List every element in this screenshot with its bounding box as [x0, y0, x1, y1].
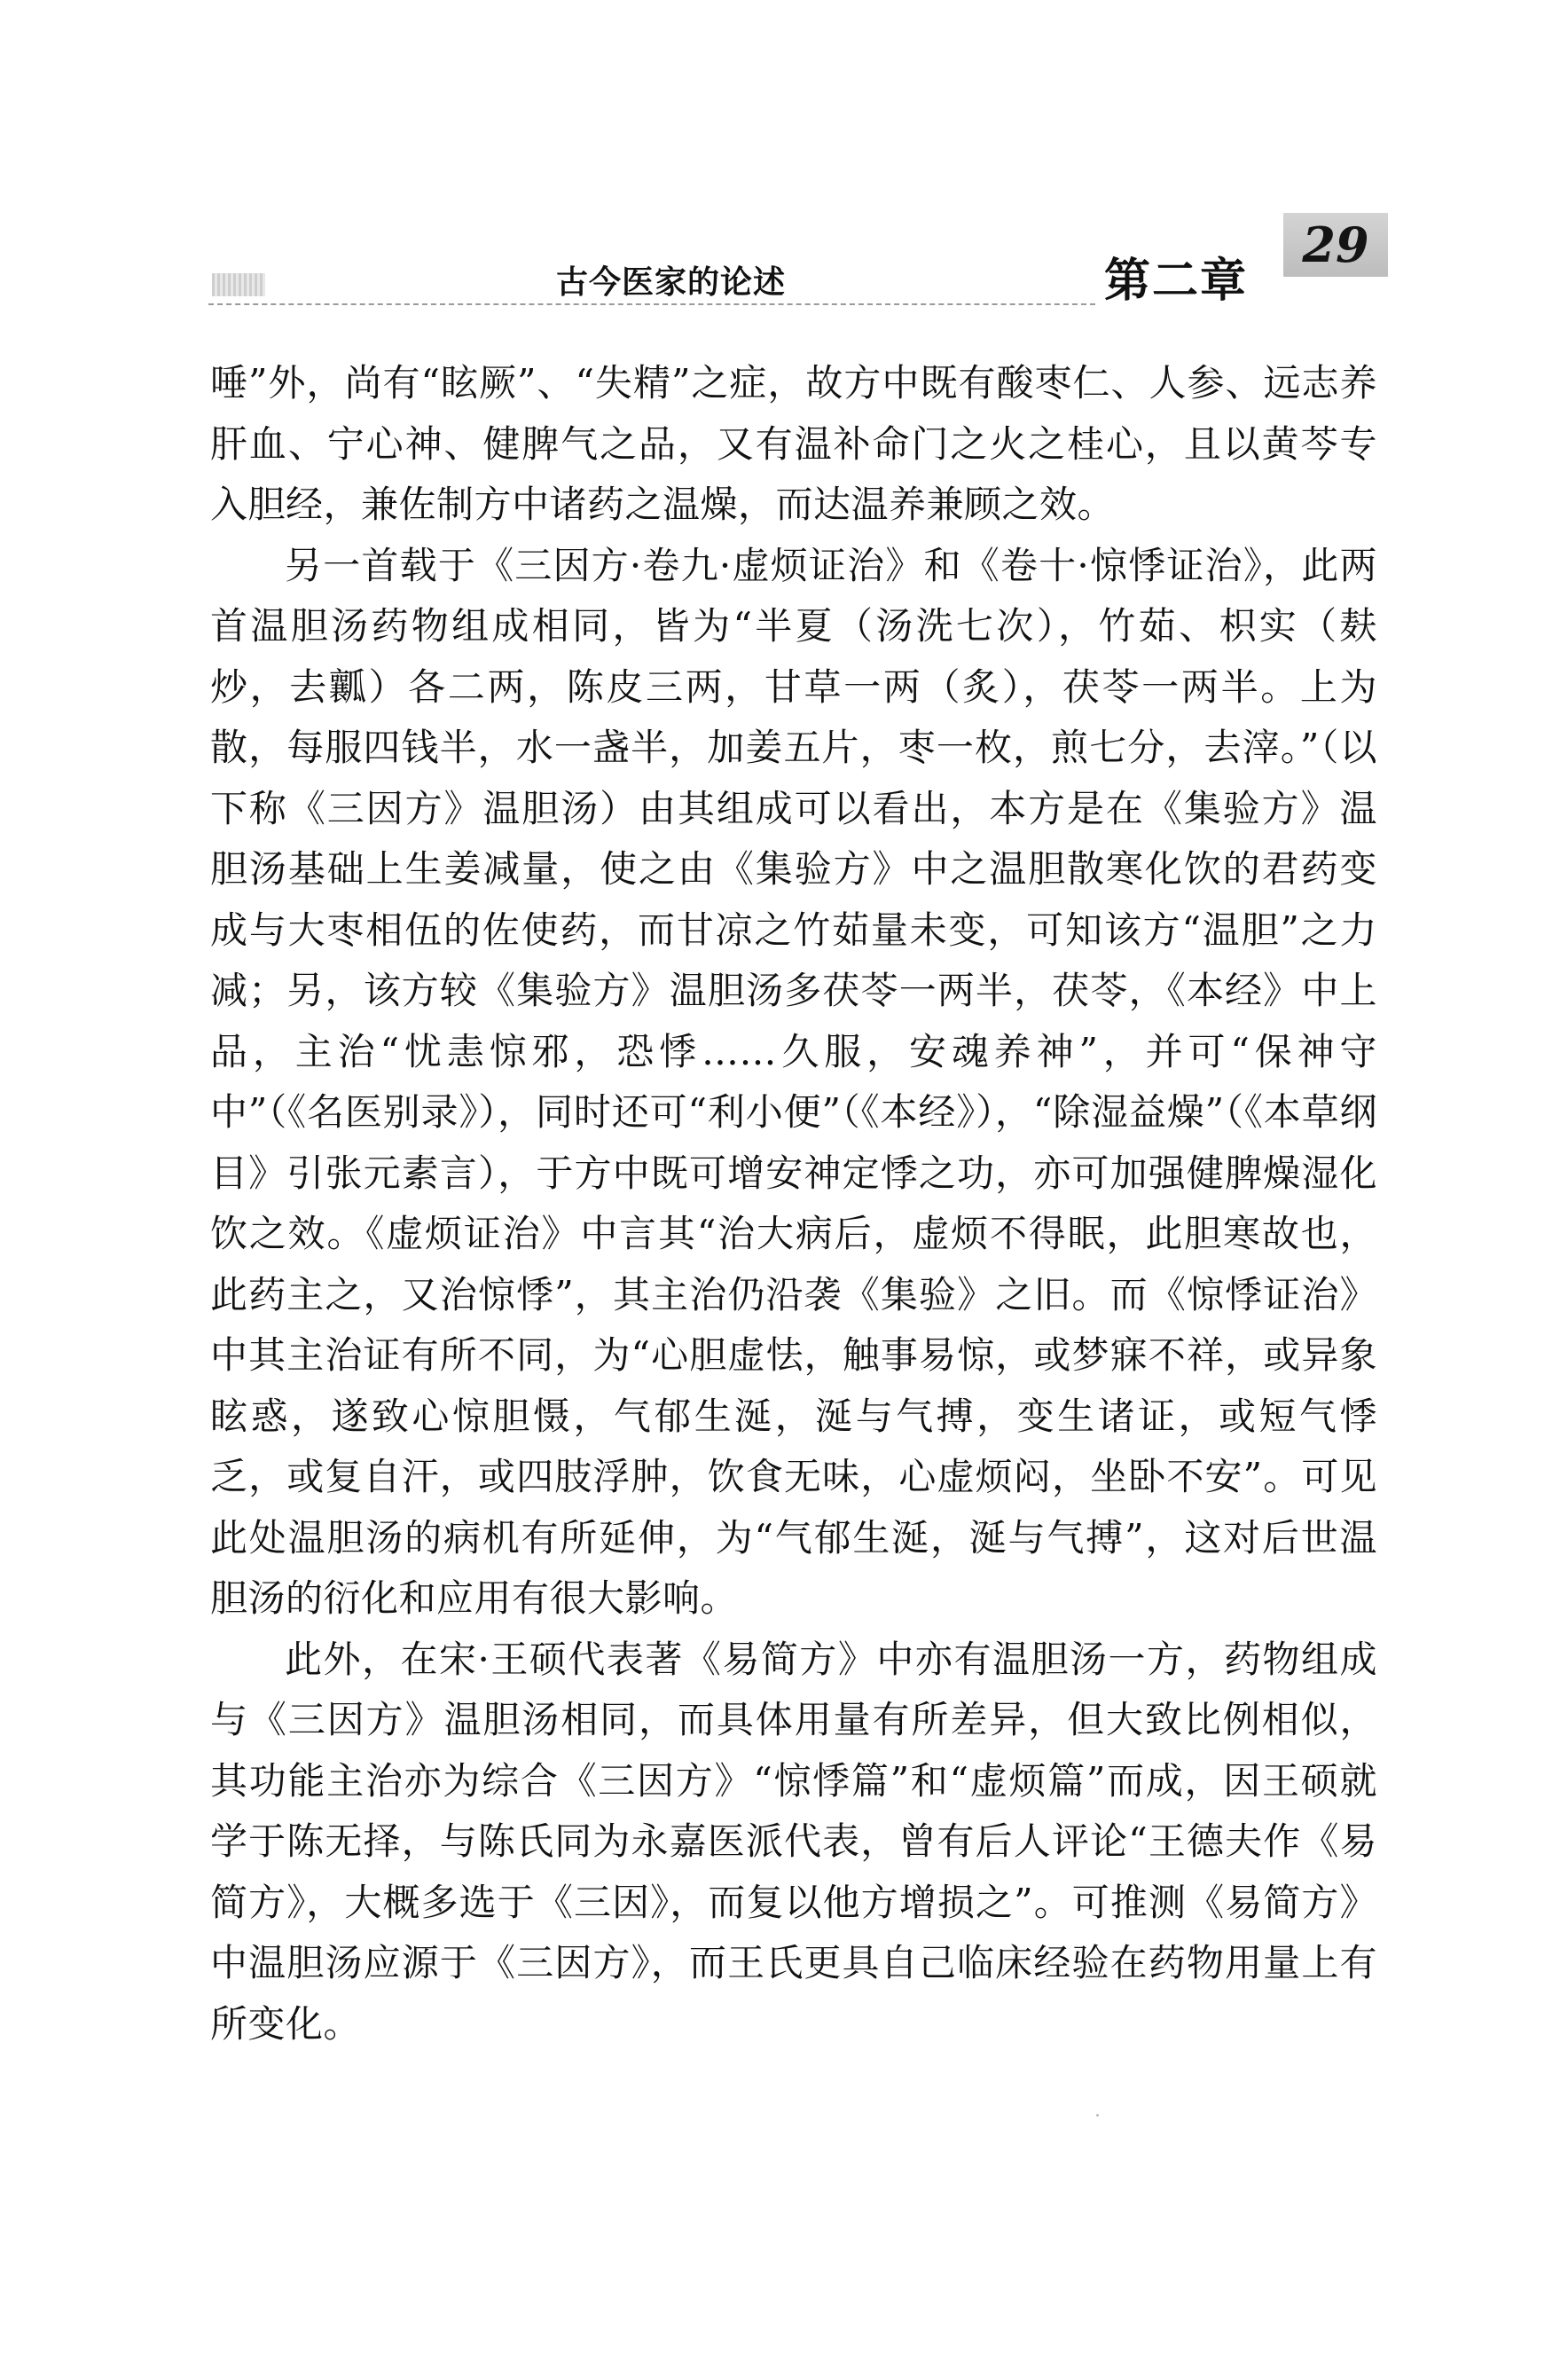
paragraph-sanyin-formula: 另一首载于《三因方·卷九·虚烦证治》和《卷十·惊悸证治》，此两首温胆汤药物组成相同，皆为“半夏（汤洗七次），竹茹、枳实（麸炒，去瓤）各二两，陈皮三两，甘草一两（炙），茯苓一两半。上为散，每服四钱半，水一盏半，加姜五片，枣一枚，煎七分，去滓。”（以下称《三因方》温胆汤）由其组成可以看出，本方是在《集验方》温胆汤基础上生姜减量，使之由《集验方》中之温胆散寒化饮的君药变成与大枣相伍的佐使药，而甘凉之竹茹量未变，可知该方“温胆”之力减；另，该方较《集验方》温胆汤多茯苓一两半，茯苓，《本经》中上品，主治“忧恚惊邪，恐悸……久服，安魂养神”，并可“保神守中”（《名医别录》），同时还可“利小便”（《本经》），“除湿益燥”（《本草纲目》引张元素言），于方中既可增安神定悸之功，亦可加强健脾燥湿化饮之效。《虚烦证治》中言其“治大病后，虚烦不得眠，此胆寒故也，此药主之，又治惊悸”，其主治仍沿袭《集验》之旧。而《惊悸证治》中其主治证有所不同，为“心胆虚怯，触事易惊，或梦寐不祥，或异象眩惑，遂致心惊胆慑，气郁生涎，涎与气搏，变生诸证，或短气悸乏，或复自汗，或四肢浮肿，饮食无味，心虚烦闷，坐卧不安”。可见此处温胆汤的病机有所延伸，为“气郁生涎，涎与气搏”，这对后世温胆汤的衍化和应用有很大影响。	[210, 543, 1377, 1620]
paragraph-yijian-formula: 此外，在宋·王硕代表著《易简方》中亦有温胆汤一方，药物组成与《三因方》温胆汤相同，而具体用量有所差异，但大致比例相似，其功能主治亦为综合《三因方》“惊悸篇”和“虚烦篇”而成，因王硕就学于陈无择，与陈氏同为永嘉医派代表，曾有后人评论“王德夫作《易简方》，大概多选于《三因》，而复以他方增损之”。可推测《易简方》中温胆汤应源于《三因方》，而王氏更具自己临床经验在药物用量上有所变化。	[210, 1637, 1377, 2046]
running-header	[208, 213, 1388, 310]
page-number-box	[1283, 213, 1388, 277]
page-number: 29	[1302, 216, 1369, 273]
header-chapter-title: 第二章	[1104, 255, 1249, 308]
header-section-title: 古今医家的论述	[556, 264, 787, 301]
header-divider	[208, 303, 1095, 305]
body-text	[210, 353, 1377, 2055]
scan-speck	[1096, 2114, 1099, 2117]
paragraph-continued: 唾”外，尚有“眩厥”、“失精”之症，故方中既有酸枣仁、人参、远志养肝血、宁心神、健脾气之品，又有温补命门之火之桂心，且以黄芩专入胆经，兼佐制方中诸药之温燥，而达温养兼顾之效。	[210, 361, 1377, 526]
header-decoration	[212, 273, 265, 296]
